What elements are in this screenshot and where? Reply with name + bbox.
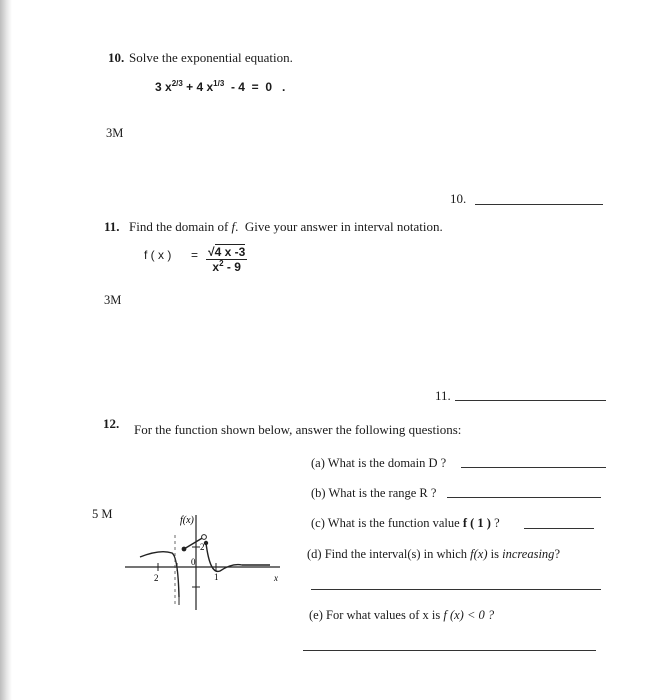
- q10-prompt: Solve the exponential equation.: [129, 50, 293, 65]
- q12d-text: [307, 547, 560, 562]
- q10-answer-label: 10.: [450, 191, 467, 206]
- q10-eq-exp2: 1/3: [213, 79, 225, 88]
- q12c-text: [311, 516, 500, 531]
- graph-closed-point: [182, 547, 187, 552]
- q11-prompt-tail: . Give your answer in interval notation.: [235, 219, 443, 234]
- q10-answer-line[interactable]: [475, 204, 603, 205]
- q12e-pre: (e) For what values of x is: [309, 608, 444, 622]
- q12d-post: ?: [554, 547, 560, 561]
- q11-equals: =: [191, 248, 199, 262]
- q10-eq-term1: 3 x: [155, 80, 172, 94]
- q11-denominator: [206, 260, 247, 274]
- q11-answer-label: 11.: [435, 388, 451, 403]
- q12c-fvalue: f ( 1 ): [462, 516, 491, 530]
- q12a-text: (a) What is the domain D ?: [311, 456, 447, 470]
- q12e-post: < 0 ?: [463, 608, 495, 622]
- q11-marks: 3M: [104, 293, 122, 307]
- q10-eq-term2: + 4 x: [182, 80, 214, 94]
- q11-prompt-f: f: [231, 219, 236, 234]
- q11-radicand: 4 x -3: [214, 245, 246, 259]
- q12-function-graph: [120, 505, 285, 615]
- q11-den-base: x: [212, 260, 220, 274]
- q12-marks: 5 M: [92, 507, 113, 521]
- q11-fx: f ( x ): [144, 248, 172, 262]
- q11-number: 11.: [104, 219, 120, 234]
- graph-tick-label-1: 1: [214, 572, 219, 582]
- q10-eq-exp1: 2/3: [171, 79, 183, 88]
- q12c-pre: (c) What is the function value: [311, 516, 463, 530]
- q12b-text: (b) What is the range R ?: [311, 486, 437, 500]
- q11-den-exp: 2: [219, 259, 224, 268]
- q12e-text: [309, 608, 494, 623]
- q12d-pre: (d) Find the interval(s) in which: [307, 547, 471, 561]
- graph-tick-label-y2: 2: [200, 542, 205, 552]
- q12-prompt: For the function shown below, answer the following questions:: [134, 422, 462, 437]
- q11-fraction: [206, 245, 247, 274]
- page-edge-shadow: [0, 0, 12, 700]
- q10-eq-tail: - 4 = 0 .: [224, 80, 286, 94]
- q12d-mid: is: [487, 547, 503, 561]
- q12e-fx: f (x): [443, 608, 464, 622]
- graph-tick-label-0: 0: [191, 557, 196, 567]
- q12d-increasing: increasing: [502, 547, 555, 561]
- graph-x-label: x: [274, 573, 278, 583]
- sqrt-icon: √: [208, 245, 215, 259]
- q12e-answer-line[interactable]: [303, 650, 596, 651]
- q12c-answer-line[interactable]: [524, 528, 594, 529]
- q11-prompt: [129, 219, 443, 235]
- q12d-answer-line[interactable]: [311, 589, 601, 590]
- q11-den-tail: - 9: [223, 260, 241, 274]
- q12b-answer-line[interactable]: [447, 497, 601, 498]
- q12d-fx: f(x): [470, 547, 488, 561]
- q12a-answer-line[interactable]: [461, 467, 606, 468]
- q12c-post: ?: [490, 516, 500, 530]
- graph-curve-left: [140, 552, 179, 597]
- q11-prompt-text: Find the domain of: [129, 219, 232, 234]
- graph-tick-label-neg2: 2: [154, 573, 159, 583]
- q10-marks: 3M: [106, 126, 124, 140]
- q10-equation: [155, 80, 285, 94]
- graph-y-label: f(x): [180, 515, 194, 526]
- q10-number: 10.: [108, 50, 125, 65]
- q11-numerator: [206, 245, 247, 260]
- q11-answer-line[interactable]: [455, 400, 606, 401]
- graph-open-point: [202, 535, 207, 540]
- q12-number: 12.: [103, 416, 120, 431]
